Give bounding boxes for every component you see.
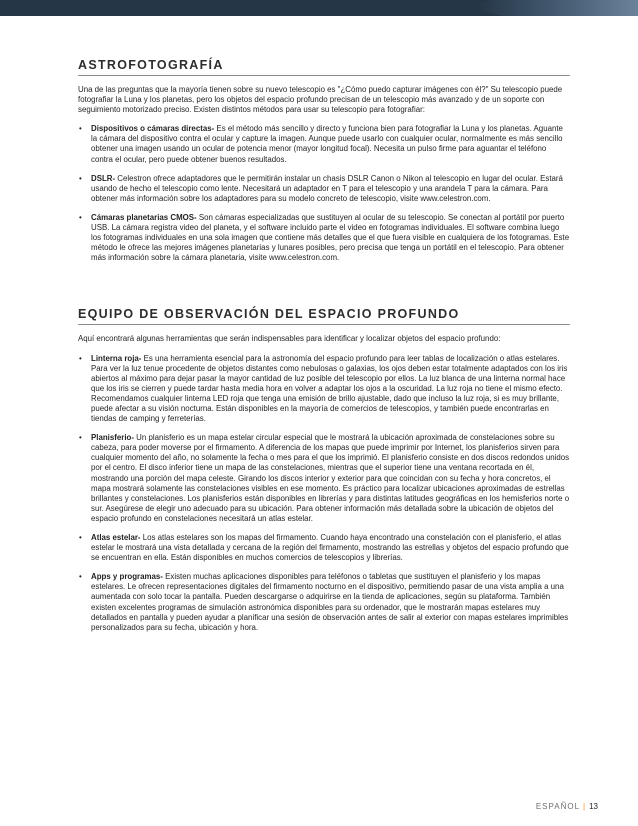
item-text: Son cámaras especializadas que sustituyen al ocular de su telescopio. Se conectan al portátil por puerto USB. La cámara registra video del planeta, y el software incluido parte el video en fotogramas individuales. El software combina luego los fotogramas individuales en una sola imagen que contiene más detalles que el que fuera visible en cualquiera de los fotogramas. Este método le ofrece las mejores imágenes planetarias y lunares posibles, pero precisa que tenga un portátil en el telescopio. Para obtener más información sobre la cámara planetaria, visite www.celestron.com. (91, 212, 570, 263)
bullet-icon: • (79, 212, 82, 222)
section-astrophotography (78, 58, 570, 263)
list-item (78, 124, 570, 164)
section-title: EQUIPO DE OBSERVACIÓN DEL ESPACIO PROFUNDO (78, 307, 570, 325)
bullet-icon: • (79, 533, 82, 542)
bullet-list (78, 354, 570, 633)
item-term: Dispositivos o cámaras directas- (91, 124, 215, 134)
list-item (78, 572, 570, 633)
bullet-icon: • (79, 124, 82, 134)
list-item (78, 213, 570, 263)
list-item (78, 354, 570, 425)
item-term: Linterna roja- (91, 353, 142, 363)
section-intro: Una de las preguntas que la mayoría tienen sobre su nuevo telescopio es "¿Cómo puedo capturar imágenes con él?" Su telescopio puede fotografiar la Luna y los planetas, pero los objetos del espacio profundo precisan de un telescopio más avanzado y de un soporte con seguimiento motorizado preciso. Existen distintos métodos para usar su telescopio para fotografiar: (78, 85, 563, 115)
list-item (78, 433, 570, 524)
list-item (78, 533, 570, 563)
top-banner (0, 0, 638, 16)
bullet-icon: • (79, 353, 82, 363)
item-term: Planisferio- (91, 433, 134, 443)
section-deep-sky-equipment (78, 307, 570, 632)
page-content (78, 58, 570, 642)
item-text: Un planisferio es un mapa estelar circular especial que le mostrará la ubicación aproximada de constelaciones sobre su cabeza, para poder moverse por el firmamento. A diferencia de los mapas que puede imprimir por Internet, los planisferios sirven para cualquier momento del año, no solamente la fecha o mes para el que los imprimió. El planisferio consiste en dos discos redondos unidos por el centro. El disco inferior tiene un mapa de las constelaciones, mientras que el superior tiene una ventana recortada en él, mostrando una porción del mapa celeste. Girando los discos interior y exterior para que coincidan con su fecha y hora concretos, el mapa mostrará solamente las constelaciones visibles en ese momento. Es práctico para localizar ubicaciones aproximadas de estrellas brillantes y constelaciones. Los planisferios están disponibles en librerías y para distintas latitudes geográficas en los hemisferios norte o sur. Asegúrese de elegir uno adecuado para su ubicación. Para obtener información más detallada sobre la ubicación de objetos del espacio profundo en constelaciones necesitará un atlas estelar. (91, 433, 570, 523)
section-title: ASTROFOTOGRAFÍA (78, 58, 570, 76)
item-term: Atlas estelar- (91, 533, 141, 542)
list-item (78, 174, 570, 204)
bullet-icon: • (79, 173, 82, 183)
page-number: 13 (589, 802, 598, 811)
item-term: Cámaras planetarias CMOS- (91, 212, 197, 222)
bullet-icon: • (79, 433, 82, 443)
footer-language: ESPAÑOL (535, 802, 581, 811)
item-term: DSLR- (91, 173, 116, 183)
item-text: Es una herramienta esencial para la astronomía del espacio profundo para leer tablas de localización o atlas estelares. Para ver la luz tenue procedente de objetos distantes como nebulosas o galaxias, los ojos deben estar totalmente adaptados con los iris abiertos al máximo para dejar pasar la mayor cantidad de luz posible del telescopio por ellos. La luz blanca de una linterna normal hace que los iris se cierren y puede tardar hasta media hora en volver a adaptar los ojos a la oscuridad. La luz roja no tiene el mismo efecto. Recomendamos cualquier linterna LED roja que tenga una emisión de brillo ajustable, dado que incluso la luz roja, si es muy brillante, puede afectar a su visión nocturna. Están disponibles en la mayoría de comercios de telescopios, y también puede encontrarlas en tiendas de camping y ferreterías. (91, 353, 568, 424)
section-intro: Aquí encontrará algunas herramientas que serán indispensables para identificar y localizar objetos del espacio profundo: (78, 334, 501, 344)
item-text: Los atlas estelares son los mapas del firmamento. Cuando haya encontrado una constelación con el planisferio, el atlas estelar le mostrará una vista detallada y cercana de la región del firmamento, mostrando las estrellas y objetos del espacio profundo que se encuentran en ella. Están disponibles en muchos comercios de telescopios y librerías. (91, 533, 569, 563)
bullet-icon: • (79, 572, 82, 582)
item-term: Apps y programas- (91, 572, 163, 582)
item-text: Es el método más sencillo y directo y funciona bien para fotografiar la Luna y los planetas. Aguante la cámara del dispositivo contra el ocular y capture la imagen. Aunque puede usarlo con cualquier ocular, normalmente es más sencillo obtener una imagen usando un ocular de potencia menor (mayor longitud focal). Necesita un pulso firme para aguantar el teléfono contra el ocular, pero puede obtener buenos resultados. (91, 124, 563, 164)
item-text: Celestron ofrece adaptadores que le permitirán instalar un chasis DSLR Canon o Nikon al telescopio en lugar del ocular. Estará usando de hecho el telescopio como lente. Necesitará un adaptador en T para el telescopio y una arandela T para la cámara. Para obtener más información sobre los adaptadores para su modelo concreto de telescopio, visite www.celestron.com. (91, 173, 563, 203)
footer-separator: | (583, 802, 587, 811)
page-footer (536, 802, 598, 811)
bullet-list (78, 124, 570, 263)
item-text: Existen muchas aplicaciones disponibles para teléfonos o tabletas que sustituyen el planisferio y los mapas estelares. Le ofrecen representaciones digitales del firmamento nocturno en el dispositivo, permitiendo pasar de una vista amplia a una aumentada con solo tocar la pantalla. Pueden descargarse o adquirirse en la tienda de aplicaciones, según su plataforma. También existen excelentes programas de simulación astronómica disponibles para su ordenador, que le mostrarán mapas estelares muy detallados en pantalla y pueden ayudar a planificar una sesión de observación antes de salir al exterior con mapas estelares imprimibles personalizados para su fecha, ubicación y hora. (91, 572, 569, 632)
banner-swoosh-decoration (478, 0, 638, 16)
